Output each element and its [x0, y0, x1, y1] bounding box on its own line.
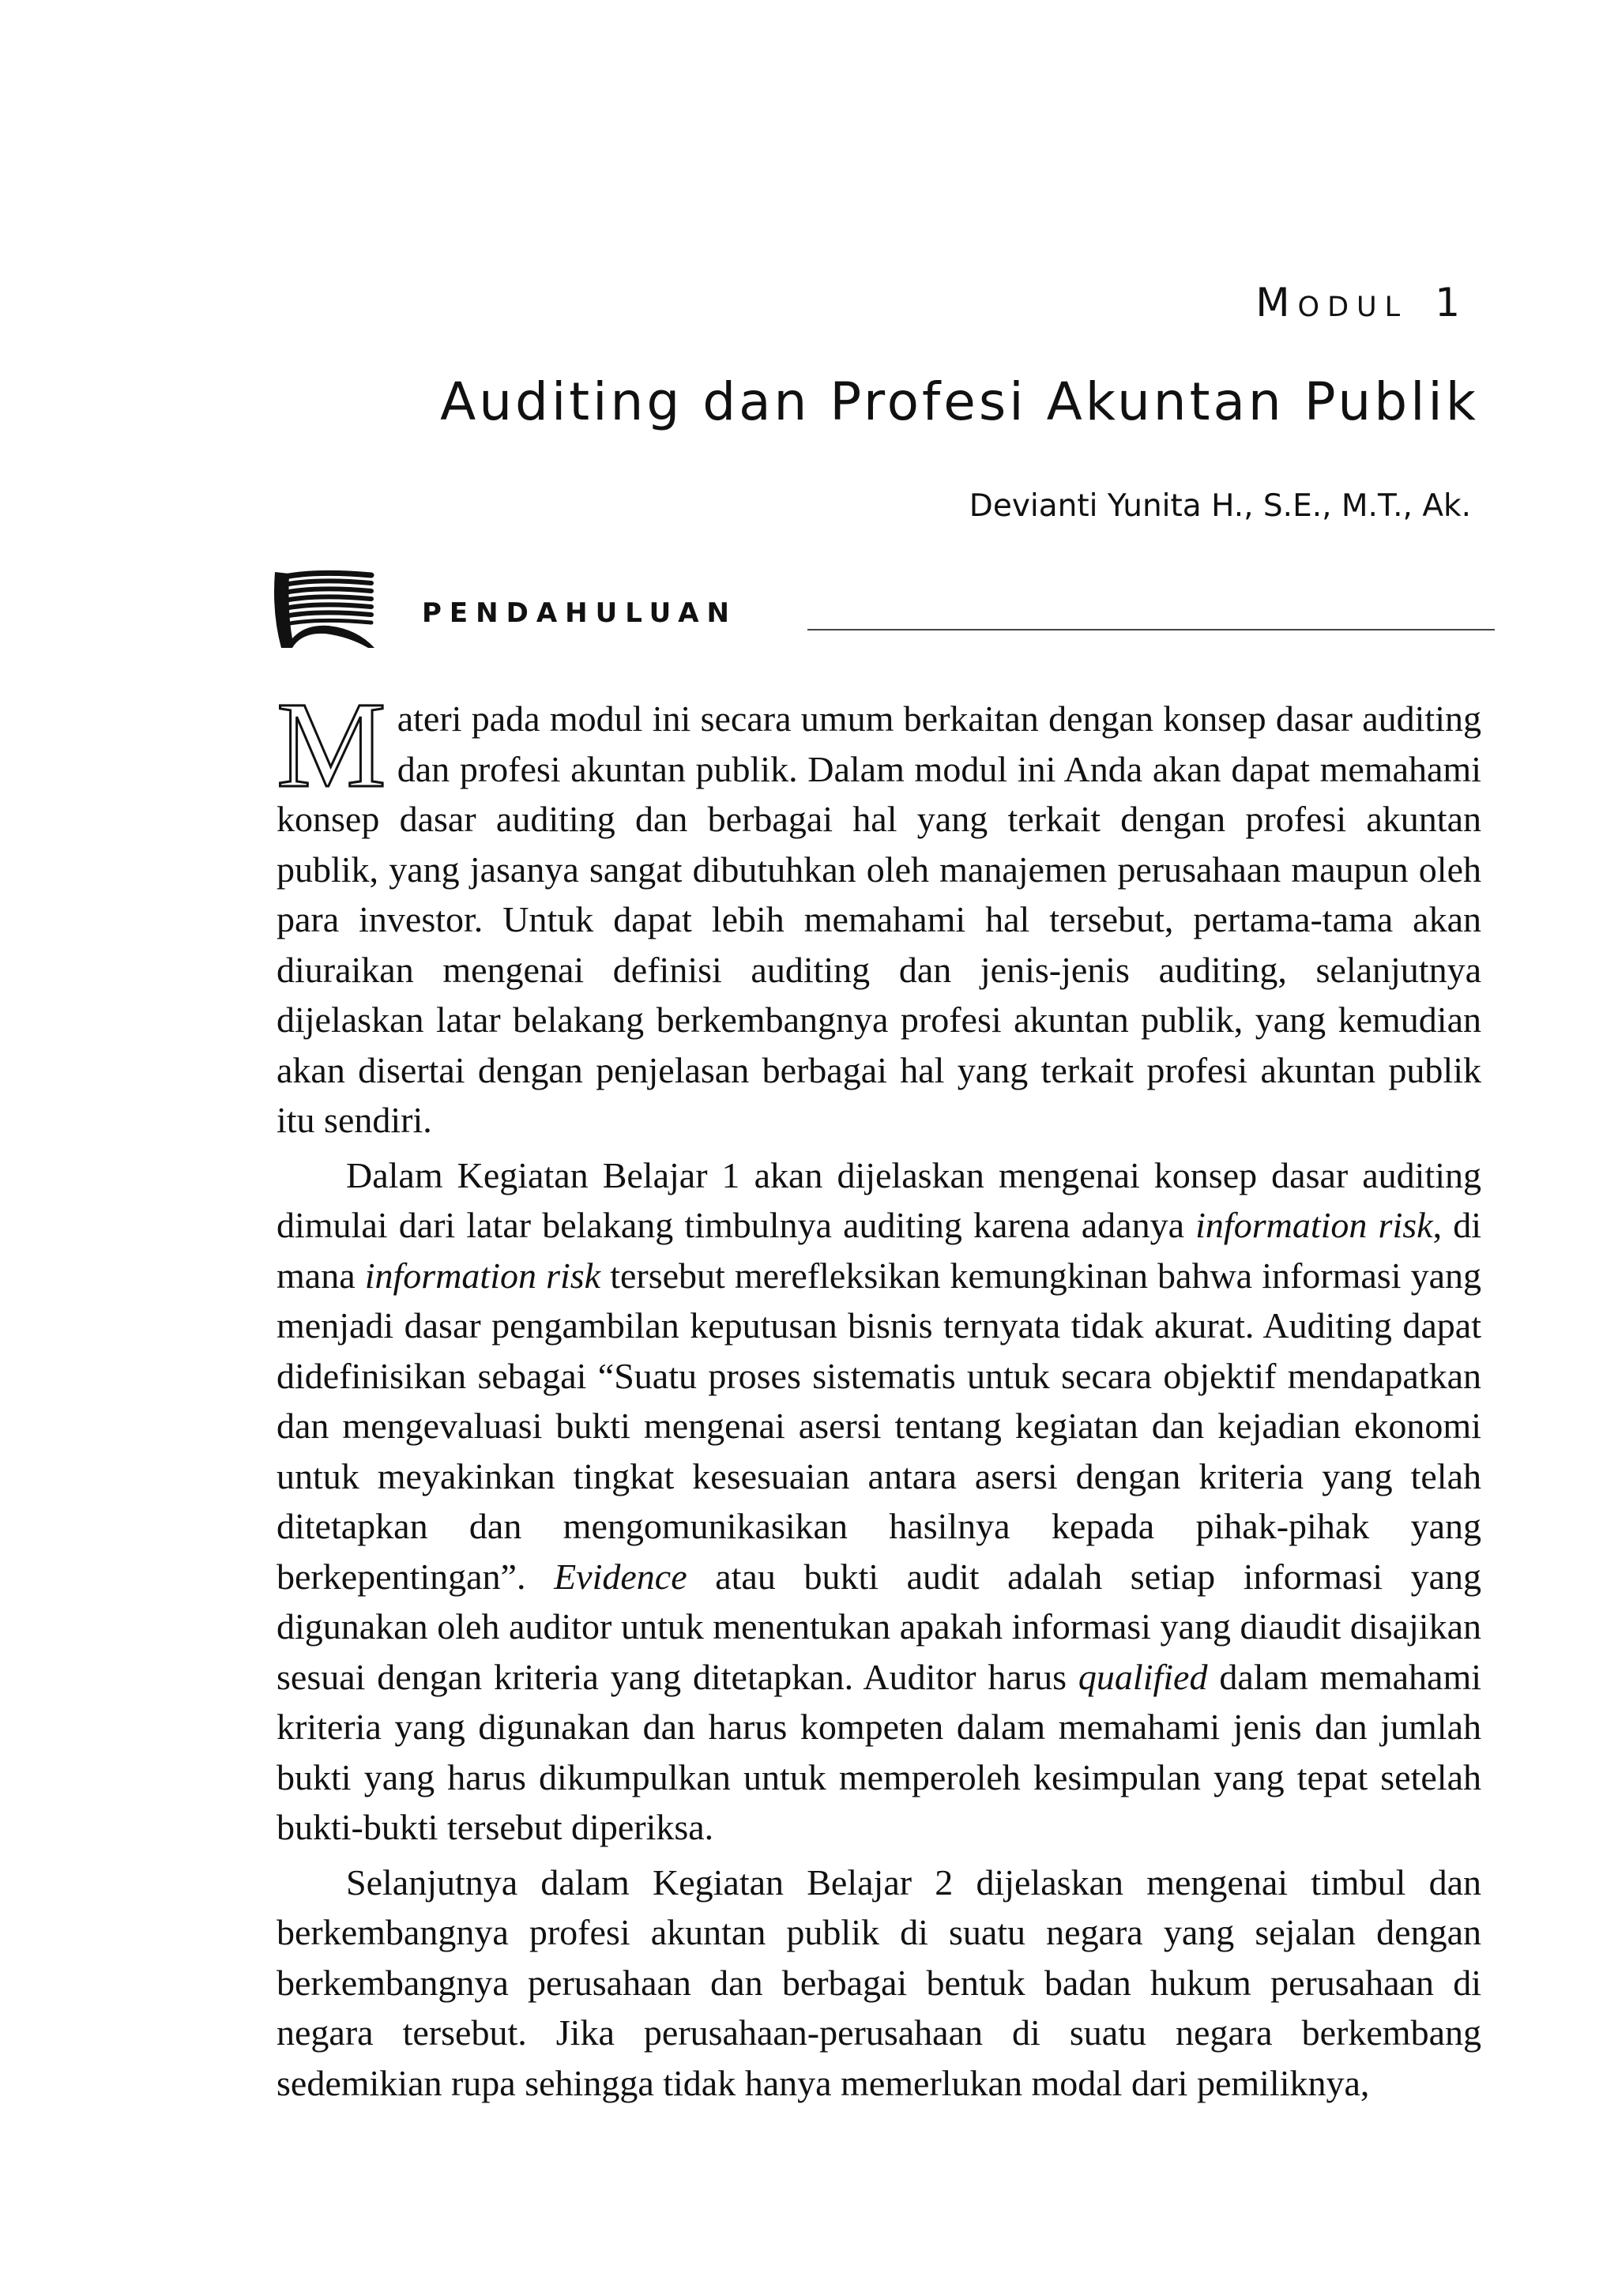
section-header — [270, 566, 1495, 653]
text-run: atau bukti audit adalah setiap informasi yang digunakan oleh auditor untuk menentukan apakah informasi yang diaudit disajikan sesuai dengan kriteria yang ditetapkan. Auditor harus — [277, 1556, 1482, 1697]
text-run: Dalam Kegiatan Belajar 1 akan dijelaskan mengenai konsep dasar auditing dimulai dari latar belakang timbulnya auditing karena adanya — [277, 1154, 1481, 1245]
text-run: tersebut merefleksikan kemungkinan bahwa informasi yang menjadi dasar pengambilan keputusan bisnis ternyata tidak akurat. Auditing dapat didefinisikan sebagai “Suatu proses sistematis untuk secara objektif mendapatkan dan mengevaluasi bukti mengenai asersi tentang kegiatan dan kejadian ekonomi untuk meyakinkan tingkat kesesuaian antara asersi dengan kriteria yang telah ditetapkan dan mengomunikasikan hasilnya kepada pihak-pihak yang berkepentingan”. — [277, 1255, 1482, 1597]
italic-term: information risk — [364, 1255, 601, 1296]
paragraph-kegiatan-belajar-1 — [277, 1150, 1481, 1853]
module-number: 1 — [1435, 280, 1468, 326]
drop-cap: M — [277, 676, 386, 813]
paragraph-intro — [277, 676, 1481, 1146]
text-run: , di mana — [277, 1205, 1481, 1296]
section-rule — [807, 629, 1495, 630]
chapter-title: Auditing dan Profesi Akuntan Publik — [440, 371, 1479, 432]
paragraph-intro-text: ateri pada modul ini secara umum berkaitan dengan konsep dasar auditing dan profesi akuntan publik. Dalam modul ini Anda akan dapat memahami konsep dasar auditing dan berbagai hal yang terkait dengan profesi akuntan publik, yang jasanya sangat dibutuhkan oleh manajemen perusahaan maupun oleh para investor. Untuk dapat lebih memahami hal tersebut, pertama-tama akan diuraikan mengenai definisi auditing dan jenis-jenis auditing, selanjutnya dijelaskan latar belakang berkembangnya profesi akuntan publik, yang kemudian akan disertai dengan penjelasan berbagai hal yang terkait profesi akuntan publik itu sendiri. — [277, 698, 1481, 1140]
module-word: Modul — [1255, 280, 1409, 326]
text-run: dalam memahami kriteria yang digunakan dan harus kompeten dalam memahami jenis dan jumlah bukti yang harus dikumpulkan untuk memperoleh kesimpulan yang tepat setelah bukti-bukti tersebut diperiksa. — [277, 1656, 1482, 1847]
italic-term: qualified — [1078, 1656, 1208, 1697]
paragraph-kegiatan-belajar-2 — [277, 1858, 1481, 2109]
open-book-icon — [270, 566, 381, 653]
italic-term: Evidence — [554, 1556, 687, 1597]
author-name: Devianti Yunita H., S.E., M.T., Ak. — [969, 488, 1471, 524]
section-label: PENDAHULUAN — [422, 597, 737, 629]
body-text — [277, 676, 1482, 2113]
italic-term: information risk — [1195, 1205, 1433, 1245]
text-run: Selanjutnya dalam Kegiatan Belajar 2 dijelaskan mengenai timbul dan berkembangnya profesi akuntan publik di suatu negara yang sejalan dengan berkembangnya perusahaan dan berbagai bentuk badan hukum perusahaan di negara tersebut. Jika perusahaan-perusahaan di suatu negara berkembang sedemikian rupa sehingga tidak hanya memerlukan modal dari pemiliknya, — [277, 1861, 1481, 2103]
module-label — [1255, 280, 1468, 326]
